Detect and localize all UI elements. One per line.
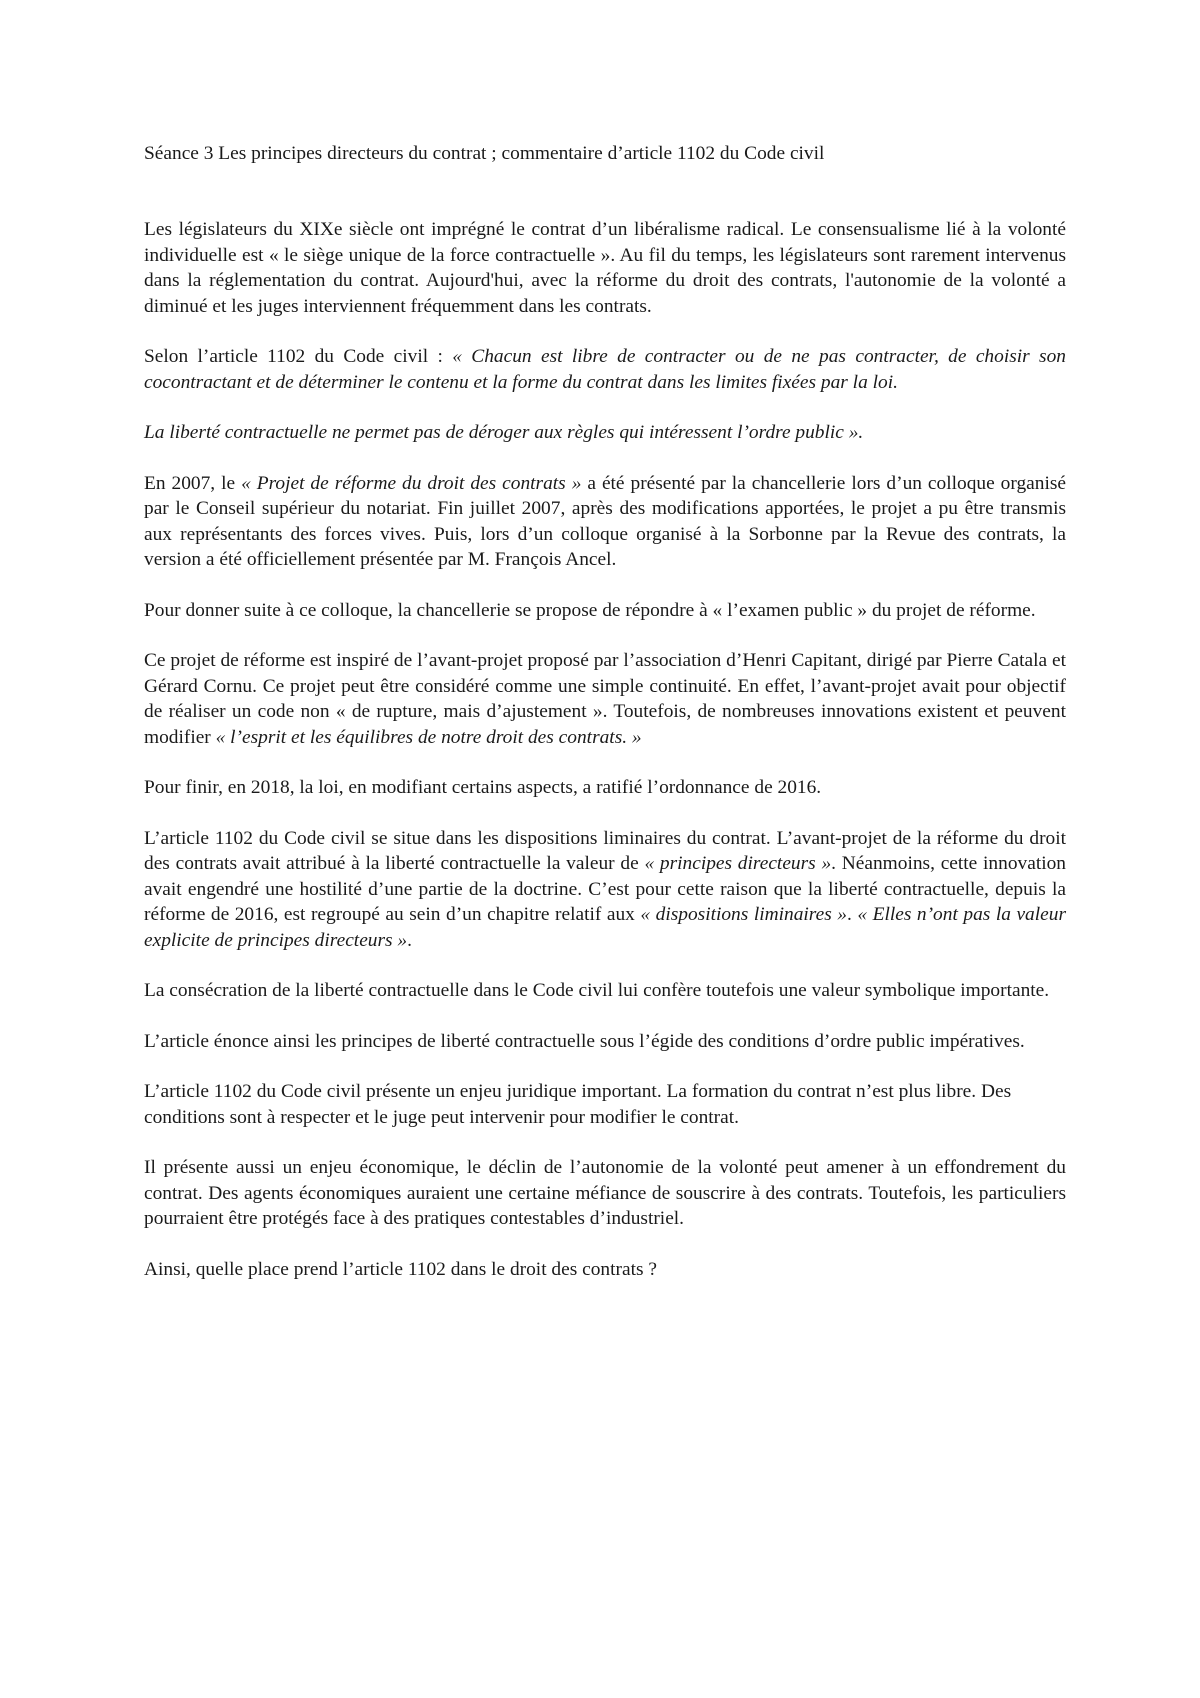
paragraph-avant-projet: [144, 648, 1066, 750]
quote-run: « l’esprit et les équilibres de notre droit des contrats. »: [215, 726, 642, 748]
quote-run: La liberté contractuelle ne permet pas de déroger aux règles qui intéressent l’ordre public ».: [144, 422, 864, 443]
paragraph-colloque: Pour donner suite à ce colloque, la chancellerie se propose de répondre à « l’examen public » du projet de réforme.: [144, 599, 1036, 621]
paragraph-article-quote: [144, 344, 1066, 395]
quote-run: « Elles n’ont pas la valeur explicite de principes directeurs »: [144, 904, 1066, 951]
text-run: Ce projet de réforme est inspiré de l’avant-projet proposé par l’association d’Henri Capitant, dirigé par Pierre Catala et Gérard Cornu. Ce projet peut être considéré comme une simple continuité. En effet, l’avant-projet avait pour objectif de réaliser un code non « de rupture, mais d’ajustement ». Toutefois, de nombreuses innovations existent et peuvent modifier: [144, 650, 1066, 748]
paragraph-projet-2007: [144, 471, 1066, 573]
text-run: Selon l’article 1102 du Code civil :: [144, 346, 453, 367]
text-run: L’article 1102 du Code civil se situe dans les dispositions liminaires du contrat. L’avant-projet de la réforme du droit des contrats avait attribué à la liberté contractuelle la valeur de: [144, 827, 1066, 874]
text-run: .: [407, 929, 412, 951]
paragraph-enjeu-juridique: L’article 1102 du Code civil présente un enjeu juridique important. La formation du contrat n’est plus libre. Des conditions sont à respecter et le juge peut intervenir pour modifier le contrat.: [144, 1081, 1012, 1128]
paragraph-ratification: Pour finir, en 2018, la loi, en modifiant certains aspects, a ratifié l’ordonnance de 2016.: [144, 777, 822, 798]
quote-run: « Chacun est libre de contracter ou de ne pas contracter, de choisir son cocontractant et de déterminer le contenu et la forme du contrat dans les limites fixées par la loi.: [144, 346, 1066, 393]
paragraph-introduction: Les législateurs du XIXe siècle ont imprégné le contrat d’un libéralisme radical. Le consensualisme lié à la volonté individuelle est « le siège unique de la force contractuelle ». Au fil du temps, les législateurs sont rarement intervenus dans la réglementation du contrat. Aujourd'hui, avec la réforme du droit des contrats, l'autonomie de la volonté a diminué et les juges interviennent fréquemment dans les contrats.: [144, 219, 1066, 317]
quote-run: « Projet de réforme du droit des contrats »: [241, 472, 582, 494]
paragraph-dispositions-liminaires: [144, 826, 1066, 954]
paragraph-principes: L’article énonce ainsi les principes de liberté contractuelle sous l’égide des conditions d’ordre public impératives.: [144, 1030, 1025, 1052]
text-run: . Néanmoins, cette innovation avait engendré une hostilité d’une partie de la doctrine. C’est pour cette raison que la liberté contractuelle, depuis la réforme de 2016, est regroupé au sein d’un chapitre relatif aux: [144, 853, 1066, 925]
paragraph-article-quote-end: [144, 420, 1066, 446]
paragraph-consecration: La consécration de la liberté contractuelle dans le Code civil lui confère toutefois une valeur symbolique importante.: [144, 980, 1050, 1001]
quote-run: « principes directeurs »: [644, 853, 832, 874]
paragraph-problematique: Ainsi, quelle place prend l’article 1102 dans le droit des contrats ?: [144, 1258, 657, 1280]
text-run: a été présenté par la chancellerie lors d’un colloque organisé par le Conseil supérieur du notariat. Fin juillet 2007, après des modifications apportées, le projet a pu être transmis aux représentants des forces vives. Puis, lors d’un colloque organisé à la Sorbonne par la Revue des contrats, la version a été officiellement présentée par M. François Ancel.: [144, 472, 1066, 570]
paragraph-enjeu-economique: Il présente aussi un enjeu économique, le déclin de l’autonomie de la volonté peut amener à un effondrement du contrat. Des agents économiques auraient une certaine méfiance de souscrire à des contrats. Toutefois, les particuliers pourraient être protégés face à des pratiques contestables d’industriel.: [144, 1157, 1066, 1229]
quote-run: « dispositions liminaires »: [640, 904, 847, 925]
text-run: En 2007, le: [144, 472, 242, 494]
text-run: .: [846, 904, 858, 925]
document-title: Séance 3 Les principes directeurs du contrat ; commentaire d’article 1102 du Code civil: [144, 143, 825, 164]
